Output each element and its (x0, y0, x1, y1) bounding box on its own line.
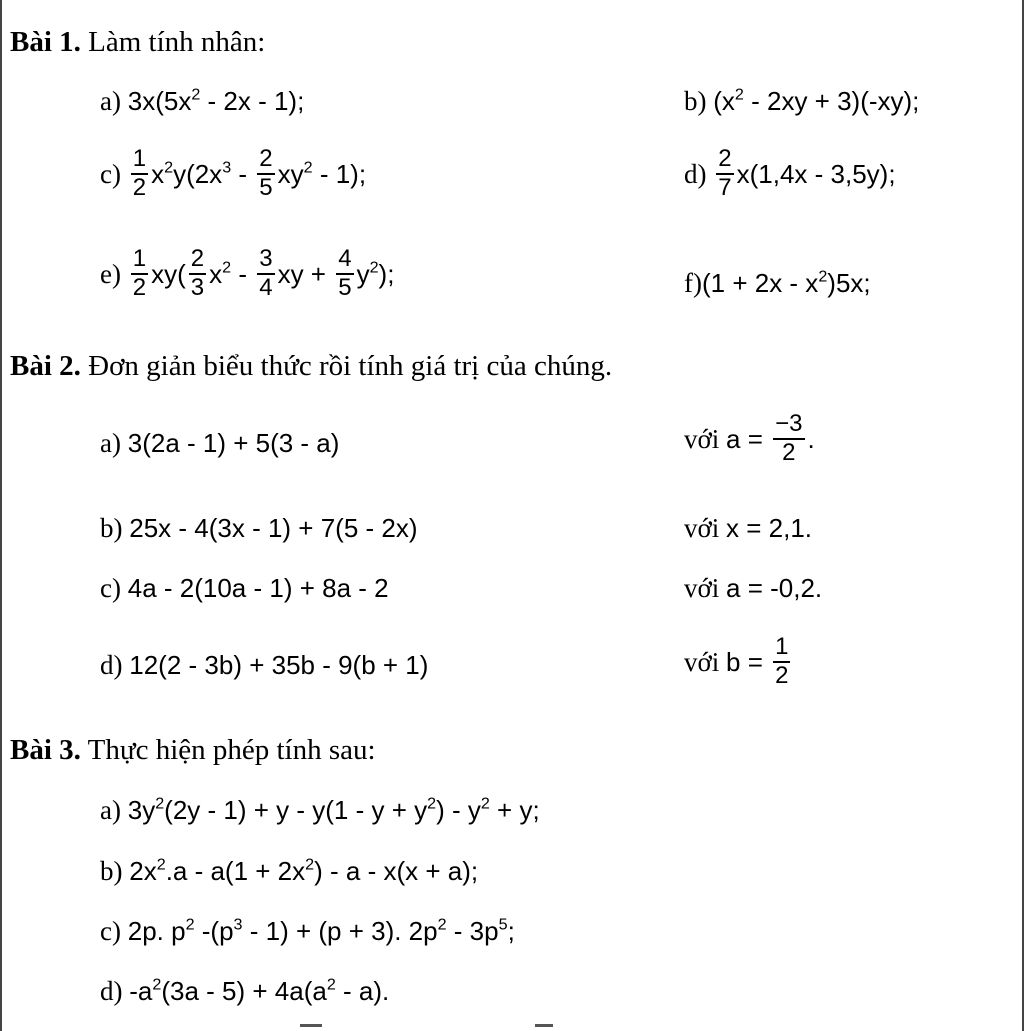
ex2-item-c: c) 4a - 2(10a - 1) + 8a - 2 (100, 573, 389, 603)
exercise-3-number: Bài 3. (10, 734, 81, 766)
fraction: $\frac{2}{3}$ (190, 245, 205, 301)
exercise-1-title: Làm tính nhân: (88, 26, 266, 58)
exercise-1-heading (10, 26, 265, 59)
ex3-item-c: c) 2p. $p^2$ $-(p^3 - 1) + (p + 3)$. $2p^2 - 3p^5$; (100, 915, 515, 946)
fraction: $\frac{2}{7}$ (718, 145, 732, 201)
ex3-item-d: d) $-a^2(3a - 5) + 4a(a^2 - a)$. (100, 975, 390, 1006)
left-border (0, 0, 2, 1031)
ex2-item-c-value: với a = -0,2. (684, 573, 823, 603)
ex3-item-b: b) $2x^2.a - a(1 + 2x^2) - a - x(x + a)$; (100, 855, 479, 886)
ex2-item-d-value: với b = $\frac{1}{2}$ (684, 633, 789, 689)
fraction: $\frac{4}{5}$ (338, 245, 352, 301)
exercise-2-title: Đơn giản biểu thức rồi tính giá trị của chúng. (88, 350, 613, 382)
ex2-item-b-value: với x = 2,1. (684, 513, 813, 543)
exercise-3-heading (10, 734, 376, 767)
ex1-item-d: d) $\frac{2}{7}$ x(1,4x - 3,5y); (684, 145, 896, 201)
fraction: $\frac{1}{2}$ (132, 145, 147, 201)
ex2-item-a: a) 3(2a - 1) + 5(3 - a) (100, 428, 340, 458)
ex2-item-a-value: với a = $\frac{-3}{2}$ . (684, 410, 815, 466)
cropped-text-fragment (300, 1024, 322, 1027)
fraction: $\frac{2}{5}$ (259, 145, 273, 201)
exercise-2-heading (10, 350, 612, 383)
ex1-item-e: e) $\frac{1}{2}$ xy( $\frac{2}{3}$ $x^2$ - $\frac{3}{4}$ xy + $\frac{4}{5}$ $y^2$); (100, 245, 395, 301)
fraction: $\frac{1}{2}$ (775, 633, 789, 689)
ex1-item-b: b) $(x^2 - 2xy + 3)(-xy)$; (684, 85, 920, 116)
fraction: $\frac{-3}{2}$ (775, 410, 803, 466)
ex2-item-d: d) 12(2 - 3b) + 35b - 9(b + 1) (100, 650, 429, 680)
cropped-text-fragment (535, 1024, 553, 1027)
exercise-1-number: Bài 1. (10, 26, 81, 58)
ex1-item-c: c) $\frac{1}{2}$ $x^2y(2x^3$ - $\frac{2}{5}$ $xy^2 - 1$); (100, 145, 367, 201)
ex1-item-a: a) $3x(5x^2 - 2x - 1)$; (100, 85, 305, 116)
fraction: $\frac{1}{2}$ (132, 245, 147, 301)
ex3-item-a: a) $3y^2(2y - 1) + y - y(1 - y + y^2) - y^2 + y$; (100, 794, 540, 825)
exercise-3-title: Thực hiện phép tính sau: (87, 734, 376, 766)
exercise-2-number: Bài 2. (10, 350, 81, 382)
ex2-item-b: b) 25x - 4(3x - 1) + 7(5 - 2x) (100, 513, 418, 543)
ex1-item-f: $f)(1 + 2x - x^2)5x$; (684, 267, 871, 298)
fraction: $\frac{3}{4}$ (259, 245, 273, 301)
